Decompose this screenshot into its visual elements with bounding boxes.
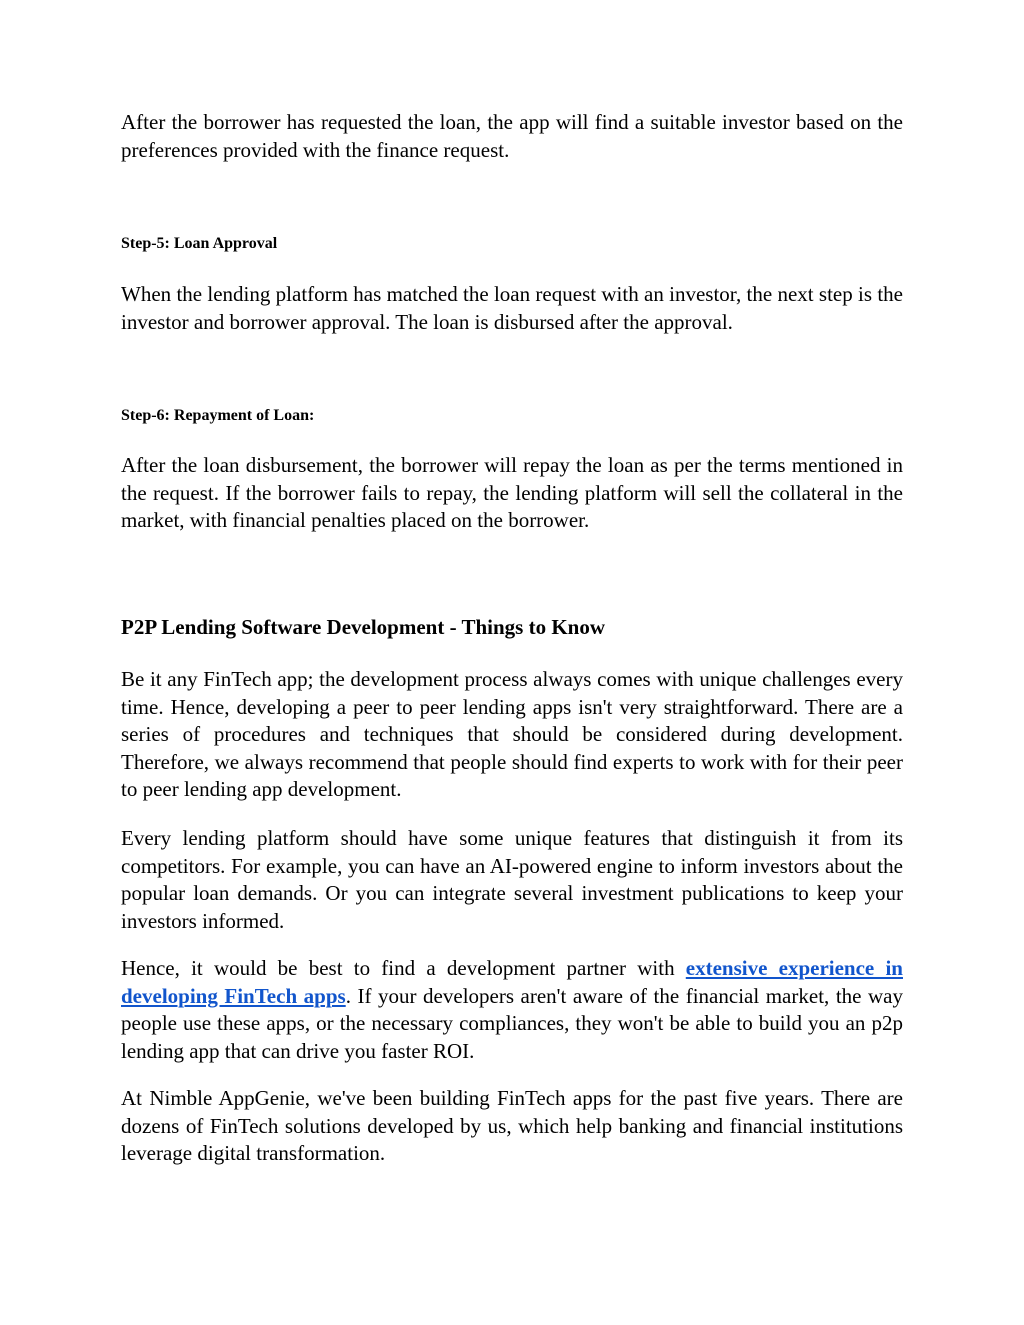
fintech-experience-link[interactable]: extensive experience in developing FinTech apps — [121, 956, 903, 1008]
paragraph-nimble-appgenie: At Nimble AppGenie, we've been building FinTech apps for the past five years. There are dozens of FinTech solutions developed by us, which help banking and financial institutions leverage digital transformation. — [121, 1086, 903, 1166]
section-heading: P2P Lending Software Development - Things to Know — [121, 615, 606, 639]
paragraph-repayment: After the loan disbursement, the borrower will repay the loan as per the terms mentioned in the request. If the borrower fails to repay, the lending platform will sell the collateral in the market, with financial penalties placed on the borrower. — [121, 453, 903, 533]
paragraph-development-partner — [121, 955, 903, 1065]
paragraph-development-process: Be it any FinTech app; the development process always comes with unique challenges every time. Hence, developing a peer to peer lending apps isn't very straightforward. There are a series of procedures and techniques that should be considered during development. Therefore, we always recommend that people should find experts to work with for their peer to peer lending app development. — [121, 667, 903, 802]
paragraph-text-after-link: . If your developers aren't aware of the financial market, the way people use these apps, or the necessary compliances, they won't be able to build you an p2p lending app that can drive you faster ROI. — [121, 983, 903, 1063]
paragraph-investor-matching: After the borrower has requested the loan, the app will find a suitable investor based on the preferences provided with the finance request. — [121, 110, 903, 162]
step-5-heading: Step-5: Loan Approval — [121, 235, 278, 252]
paragraph-text-before-link: Hence, it would be best to find a development partner with — [121, 956, 686, 980]
paragraph-unique-features: Every lending platform should have some unique features that distinguish it from its competitors. For example, you can have an AI-powered engine to inform investors about the popular loan demands. Or you can integrate several investment publications to keep your investors informed. — [121, 826, 903, 933]
step-6-heading: Step-6: Repayment of Loan: — [121, 407, 315, 424]
paragraph-loan-approval: When the lending platform has matched the loan request with an investor, the next step is the investor and borrower approval. The loan is disbursed after the approval. — [121, 282, 903, 334]
